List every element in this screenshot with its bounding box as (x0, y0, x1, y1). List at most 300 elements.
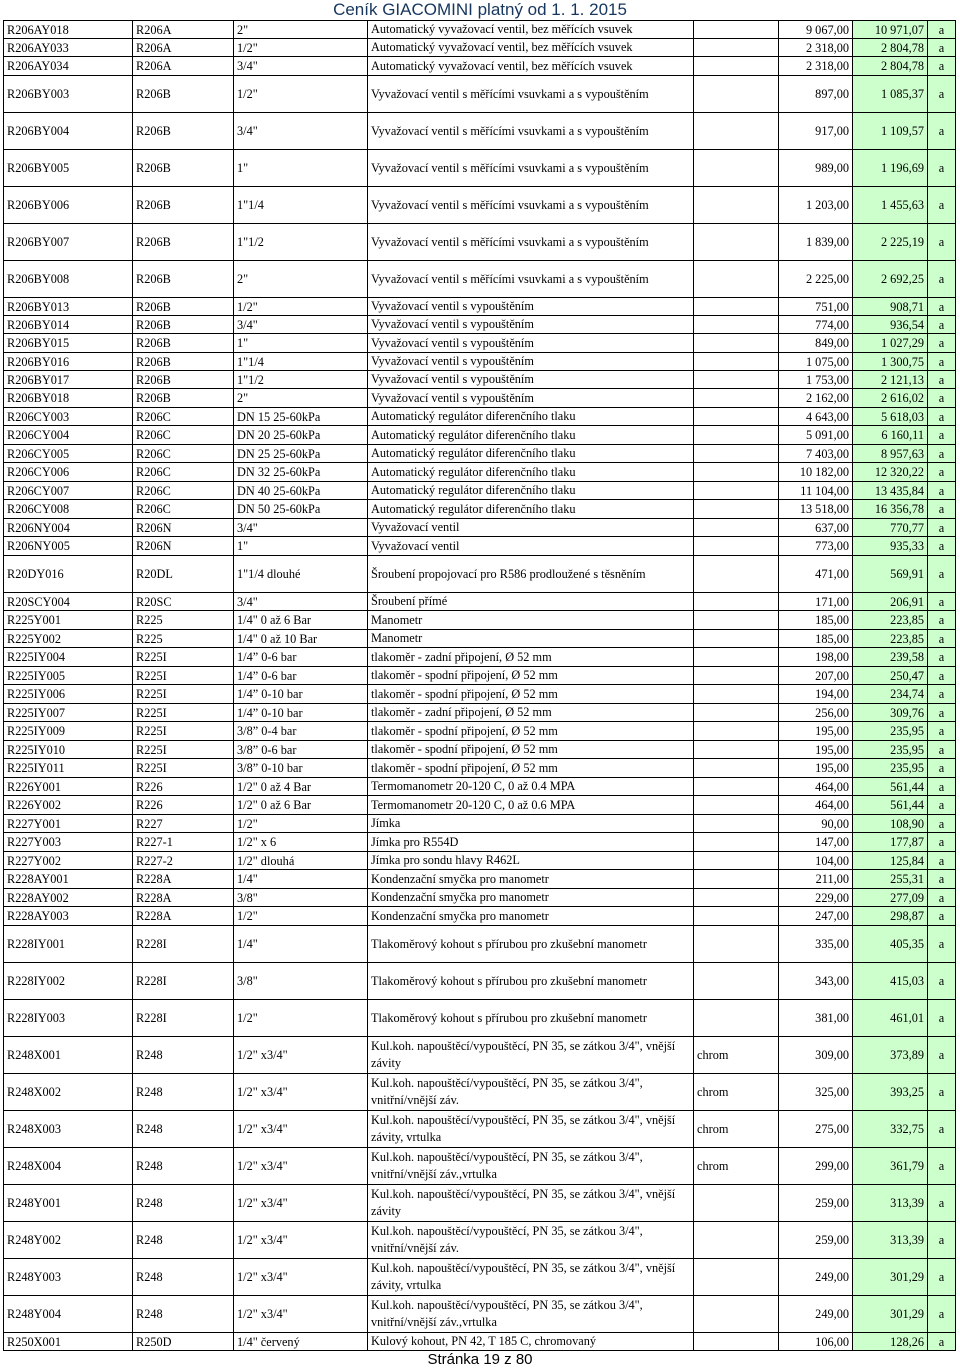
table-row (4, 39, 956, 57)
table-row (4, 556, 956, 593)
cell-code: R248Y002 (4, 1222, 133, 1259)
cell-product: R206B (133, 261, 234, 298)
cell-size: 1" (234, 537, 368, 556)
table-row (4, 1148, 956, 1185)
cell-price-vat: 223,85 (853, 611, 928, 630)
cell-description: Automatický vyvažovací ventil, bez měřících vsuvek (368, 21, 694, 39)
cell-size: 3/8” 0-10 bar (234, 759, 368, 778)
cell-size: 3/8" (234, 963, 368, 1000)
cell-size: 1/4” 0-6 bar (234, 648, 368, 667)
cell-product: R206A (133, 21, 234, 39)
cell-unit: a (928, 833, 956, 852)
cell-price-vat: 332,75 (853, 1111, 928, 1148)
cell-price-net: 335,00 (779, 926, 853, 963)
cell-price-vat: 277,09 (853, 889, 928, 907)
cell-description: Automatický regulátor diferenčního tlaku (368, 500, 694, 519)
cell-price-vat: 936,54 (853, 316, 928, 334)
cell-description: Jímka pro sondu hlavy R462L (368, 852, 694, 870)
cell-price-net: 249,00 (779, 1296, 853, 1333)
cell-price-net: 104,00 (779, 852, 853, 870)
table-row (4, 1259, 956, 1296)
cell-price-vat: 361,79 (853, 1148, 928, 1185)
cell-size: 2" (234, 261, 368, 298)
cell-price-net: 299,00 (779, 1148, 853, 1185)
cell-price-vat: 908,71 (853, 298, 928, 316)
cell-size: 1/2" x3/4" (234, 1074, 368, 1111)
cell-price-vat: 2 121,13 (853, 371, 928, 389)
table-row (4, 334, 956, 353)
cell-code: R206CY003 (4, 408, 133, 426)
price-table (3, 20, 956, 1351)
cell-code: R228IY001 (4, 926, 133, 963)
cell-finish (694, 261, 779, 298)
cell-size: DN 15 25-60kPa (234, 408, 368, 426)
cell-unit: a (928, 353, 956, 371)
cell-finish (694, 371, 779, 389)
cell-unit: a (928, 187, 956, 224)
cell-product: R225I (133, 722, 234, 741)
cell-product: R206C (133, 500, 234, 519)
cell-price-vat: 2 692,25 (853, 261, 928, 298)
cell-description: Kul.koh. napouštěcí/vypouštěcí, PN 35, se zátkou 3/4", vnitřní/vnější záv. (368, 1222, 694, 1259)
cell-size: 3/8” 0-4 bar (234, 722, 368, 741)
cell-price-vat: 12 320,22 (853, 463, 928, 482)
cell-price-vat: 177,87 (853, 833, 928, 852)
cell-price-vat: 108,90 (853, 815, 928, 833)
cell-unit: a (928, 963, 956, 1000)
table-row (4, 815, 956, 833)
cell-finish (694, 741, 779, 759)
cell-product: R225I (133, 741, 234, 759)
cell-unit: a (928, 1259, 956, 1296)
table-row (4, 833, 956, 852)
cell-unit: a (928, 1111, 956, 1148)
cell-product: R206C (133, 445, 234, 463)
cell-unit: a (928, 704, 956, 722)
cell-unit: a (928, 870, 956, 889)
cell-description: Vyvažovací ventil s vypouštěním (368, 353, 694, 371)
cell-price-net: 10 182,00 (779, 463, 853, 482)
cell-price-net: 897,00 (779, 76, 853, 113)
table-row (4, 870, 956, 889)
cell-unit: a (928, 685, 956, 704)
cell-price-vat: 13 435,84 (853, 482, 928, 500)
cell-product: R206N (133, 537, 234, 556)
table-row (4, 21, 956, 39)
page-footer: Stránka 19 z 80 (427, 1351, 533, 1368)
cell-price-vat: 393,25 (853, 1074, 928, 1111)
cell-unit: a (928, 1074, 956, 1111)
cell-size: 3/4" (234, 519, 368, 537)
cell-price-net: 247,00 (779, 907, 853, 926)
cell-price-net: 194,00 (779, 685, 853, 704)
cell-price-net: 185,00 (779, 611, 853, 630)
cell-unit: a (928, 57, 956, 76)
cell-finish (694, 1296, 779, 1333)
table-row (4, 963, 956, 1000)
cell-unit: a (928, 39, 956, 57)
cell-unit: a (928, 1000, 956, 1037)
cell-price-net: 195,00 (779, 741, 853, 759)
cell-description: Automatický regulátor diferenčního tlaku (368, 482, 694, 500)
cell-code: R228IY002 (4, 963, 133, 1000)
cell-unit: a (928, 796, 956, 815)
cell-description: Tlakoměrový kohout s přírubou pro zkušební manometr (368, 926, 694, 963)
cell-price-net: 2 225,00 (779, 261, 853, 298)
cell-description: Kondenzační smyčka pro manometr (368, 870, 694, 889)
table-row (4, 482, 956, 500)
cell-description: Automatický regulátor diferenčního tlaku (368, 426, 694, 445)
cell-finish (694, 500, 779, 519)
cell-size: 1/4” 0-6 bar (234, 667, 368, 685)
cell-description: Vyvažovací ventil s měřícími vsuvkami a s vypouštěním (368, 187, 694, 224)
cell-finish (694, 685, 779, 704)
cell-product: R206B (133, 389, 234, 408)
cell-code: R206AY018 (4, 21, 133, 39)
table-row (4, 519, 956, 537)
cell-description: Šroubení propojovací pro R586 prodloužené s těsněním (368, 556, 694, 593)
cell-price-net: 2 318,00 (779, 39, 853, 57)
cell-finish (694, 537, 779, 556)
cell-price-net: 256,00 (779, 704, 853, 722)
cell-finish (694, 1333, 779, 1351)
cell-product: R206N (133, 519, 234, 537)
table-row (4, 261, 956, 298)
cell-size: 1/4" červený (234, 1333, 368, 1351)
cell-size: 3/8” 0-6 bar (234, 741, 368, 759)
table-row (4, 353, 956, 371)
table-row (4, 1111, 956, 1148)
cell-description: tlakoměr - spodní připojení, Ø 52 mm (368, 667, 694, 685)
cell-description: tlakoměr - zadní připojení, Ø 52 mm (368, 648, 694, 667)
cell-price-net: 198,00 (779, 648, 853, 667)
cell-price-vat: 373,89 (853, 1037, 928, 1074)
cell-description: Kul.koh. napouštěcí/vypouštěcí, PN 35, se zátkou 3/4", vnitřní/vnější záv.,vrtulka (368, 1296, 694, 1333)
cell-price-vat: 301,29 (853, 1296, 928, 1333)
cell-size: 3/4" (234, 57, 368, 76)
cell-price-vat: 235,95 (853, 741, 928, 759)
cell-product: R228A (133, 907, 234, 926)
cell-description: tlakoměr - zadní připojení, Ø 52 mm (368, 704, 694, 722)
cell-size: 1/2" (234, 76, 368, 113)
cell-price-vat: 313,39 (853, 1185, 928, 1222)
cell-finish (694, 57, 779, 76)
cell-description: Kul.koh. napouštěcí/vypouštěcí, PN 35, se zátkou 3/4", vnitřní/vnější záv. (368, 1074, 694, 1111)
cell-product: R20DL (133, 556, 234, 593)
cell-finish (694, 334, 779, 353)
cell-description: Jímka (368, 815, 694, 833)
cell-size: 1"1/4 dlouhé (234, 556, 368, 593)
cell-size: 1/2" dlouhá (234, 852, 368, 870)
cell-finish (694, 1000, 779, 1037)
cell-product: R206B (133, 334, 234, 353)
cell-product: R225I (133, 759, 234, 778)
cell-code: R206CY007 (4, 482, 133, 500)
cell-unit: a (928, 224, 956, 261)
cell-price-net: 7 403,00 (779, 445, 853, 463)
cell-unit: a (928, 389, 956, 408)
cell-description: Vyvažovací ventil s vypouštěním (368, 389, 694, 408)
cell-unit: a (928, 463, 956, 482)
cell-unit: a (928, 759, 956, 778)
cell-size: 1"1/2 (234, 224, 368, 261)
cell-code: R206AY034 (4, 57, 133, 76)
cell-price-vat: 2 616,02 (853, 389, 928, 408)
cell-finish (694, 611, 779, 630)
cell-product: R225I (133, 685, 234, 704)
cell-size: 1/2" x3/4" (234, 1148, 368, 1185)
cell-price-vat: 255,31 (853, 870, 928, 889)
cell-finish (694, 482, 779, 500)
table-row (4, 685, 956, 704)
cell-price-vat: 301,29 (853, 1259, 928, 1296)
cell-size: 1/2" x 6 (234, 833, 368, 852)
cell-price-net: 90,00 (779, 815, 853, 833)
cell-unit: a (928, 482, 956, 500)
cell-code: R225Y002 (4, 630, 133, 648)
cell-unit: a (928, 426, 956, 445)
cell-price-vat: 1 455,63 (853, 187, 928, 224)
cell-price-net: 2 162,00 (779, 389, 853, 408)
cell-size: 2" (234, 21, 368, 39)
cell-finish (694, 519, 779, 537)
cell-product: R206A (133, 39, 234, 57)
cell-product: R226 (133, 778, 234, 796)
cell-description: Automatický regulátor diferenčního tlaku (368, 445, 694, 463)
cell-price-net: 249,00 (779, 1259, 853, 1296)
cell-size: 3/8" (234, 889, 368, 907)
cell-price-net: 989,00 (779, 150, 853, 187)
cell-unit: a (928, 1222, 956, 1259)
cell-price-net: 195,00 (779, 759, 853, 778)
cell-description: Termomanometr 20-120 C, 0 až 0.6 MPA (368, 796, 694, 815)
table-row (4, 1037, 956, 1074)
cell-code: R248X003 (4, 1111, 133, 1148)
cell-code: R226Y002 (4, 796, 133, 815)
cell-finish (694, 870, 779, 889)
table-row (4, 889, 956, 907)
table-row (4, 316, 956, 334)
cell-product: R20SC (133, 593, 234, 611)
cell-price-net: 106,00 (779, 1333, 853, 1351)
cell-size: 1"1/2 (234, 371, 368, 389)
cell-price-vat: 2 804,78 (853, 39, 928, 57)
cell-product: R227 (133, 815, 234, 833)
cell-code: R206BY016 (4, 353, 133, 371)
cell-size: 1/2" (234, 907, 368, 926)
cell-price-net: 4 643,00 (779, 408, 853, 426)
cell-unit: a (928, 21, 956, 39)
cell-unit: a (928, 537, 956, 556)
cell-unit: a (928, 593, 956, 611)
cell-code: R206BY017 (4, 371, 133, 389)
cell-price-net: 185,00 (779, 630, 853, 648)
cell-description: Vyvažovací ventil (368, 537, 694, 556)
cell-finish (694, 298, 779, 316)
cell-description: Vyvažovací ventil s měřícími vsuvkami a s vypouštěním (368, 261, 694, 298)
cell-code: R226Y001 (4, 778, 133, 796)
cell-code: R248X002 (4, 1074, 133, 1111)
cell-code: R227Y001 (4, 815, 133, 833)
cell-code: R206BY003 (4, 76, 133, 113)
cell-unit: a (928, 852, 956, 870)
cell-code: R227Y002 (4, 852, 133, 870)
cell-price-net: 5 091,00 (779, 426, 853, 445)
cell-size: 1/2" x3/4" (234, 1185, 368, 1222)
cell-code: R228AY002 (4, 889, 133, 907)
cell-finish (694, 907, 779, 926)
cell-size: 1/4" (234, 926, 368, 963)
cell-product: R206C (133, 408, 234, 426)
cell-size: 1/2" 0 až 4 Bar (234, 778, 368, 796)
cell-code: R225IY005 (4, 667, 133, 685)
cell-finish (694, 815, 779, 833)
cell-finish (694, 316, 779, 334)
cell-description: Vyvažovací ventil s vypouštěním (368, 334, 694, 353)
cell-unit: a (928, 76, 956, 113)
cell-description: Vyvažovací ventil s měřícími vsuvkami a s vypouštěním (368, 113, 694, 150)
cell-unit: a (928, 926, 956, 963)
cell-size: 1" (234, 334, 368, 353)
cell-size: DN 25 25-60kPa (234, 445, 368, 463)
cell-price-net: 147,00 (779, 833, 853, 852)
cell-size: 1/2" x3/4" (234, 1222, 368, 1259)
cell-product: R225I (133, 648, 234, 667)
cell-description: tlakoměr - spodní připojení, Ø 52 mm (368, 759, 694, 778)
cell-product: R225I (133, 667, 234, 685)
table-row (4, 796, 956, 815)
cell-unit: a (928, 778, 956, 796)
cell-product: R228I (133, 926, 234, 963)
cell-size: 1/2" (234, 298, 368, 316)
cell-finish (694, 353, 779, 371)
cell-unit: a (928, 334, 956, 353)
cell-price-vat: 5 618,03 (853, 408, 928, 426)
cell-price-vat: 16 356,78 (853, 500, 928, 519)
cell-product: R206C (133, 426, 234, 445)
cell-description: Vyvažovací ventil s vypouštěním (368, 298, 694, 316)
cell-size: DN 50 25-60kPa (234, 500, 368, 519)
cell-description: Kul.koh. napouštěcí/vypouštěcí, PN 35, se zátkou 3/4", vnější závity (368, 1037, 694, 1074)
cell-price-net: 259,00 (779, 1222, 853, 1259)
cell-unit: a (928, 1037, 956, 1074)
cell-unit: a (928, 907, 956, 926)
cell-price-vat: 128,26 (853, 1333, 928, 1351)
cell-code: R227Y003 (4, 833, 133, 852)
cell-product: R206C (133, 482, 234, 500)
cell-finish (694, 593, 779, 611)
cell-product: R227-2 (133, 852, 234, 870)
cell-finish: chrom (694, 1037, 779, 1074)
cell-description: Manometr (368, 611, 694, 630)
cell-code: R20DY016 (4, 556, 133, 593)
cell-unit: a (928, 113, 956, 150)
cell-product: R227-1 (133, 833, 234, 852)
cell-price-vat: 770,77 (853, 519, 928, 537)
cell-price-vat: 561,44 (853, 778, 928, 796)
cell-product: R226 (133, 796, 234, 815)
price-table-body (4, 21, 956, 1351)
cell-price-vat: 8 957,63 (853, 445, 928, 463)
cell-finish (694, 630, 779, 648)
cell-finish (694, 648, 779, 667)
cell-size: 1/2" (234, 1000, 368, 1037)
cell-size: 1/2" x3/4" (234, 1037, 368, 1074)
cell-product: R228I (133, 1000, 234, 1037)
cell-price-net: 464,00 (779, 778, 853, 796)
table-row (4, 57, 956, 76)
cell-finish (694, 556, 779, 593)
cell-code: R206BY006 (4, 187, 133, 224)
cell-finish (694, 759, 779, 778)
table-row (4, 667, 956, 685)
cell-price-net: 195,00 (779, 722, 853, 741)
cell-size: 1/4" (234, 870, 368, 889)
cell-finish (694, 778, 779, 796)
cell-finish: chrom (694, 1111, 779, 1148)
cell-size: 1/2" x3/4" (234, 1111, 368, 1148)
table-row (4, 630, 956, 648)
cell-description: tlakoměr - spodní připojení, Ø 52 mm (368, 685, 694, 704)
cell-price-vat: 415,03 (853, 963, 928, 1000)
cell-product: R248 (133, 1148, 234, 1185)
cell-product: R228A (133, 870, 234, 889)
cell-description: Kul.koh. napouštěcí/vypouštěcí, PN 35, se zátkou 3/4", vnější závity, vrtulka (368, 1259, 694, 1296)
cell-description: Manometr (368, 630, 694, 648)
cell-description: Kondenzační smyčka pro manometr (368, 907, 694, 926)
cell-product: R248 (133, 1074, 234, 1111)
cell-code: R225IY006 (4, 685, 133, 704)
cell-unit: a (928, 648, 956, 667)
cell-code: R225IY011 (4, 759, 133, 778)
cell-finish (694, 704, 779, 722)
cell-code: R206BY014 (4, 316, 133, 334)
cell-product: R248 (133, 1296, 234, 1333)
cell-price-net: 751,00 (779, 298, 853, 316)
cell-price-net: 211,00 (779, 870, 853, 889)
cell-code: R206BY005 (4, 150, 133, 187)
cell-price-vat: 239,58 (853, 648, 928, 667)
cell-code: R228AY003 (4, 907, 133, 926)
cell-description: Kulový kohout, PN 42, T 185 C, chromovaný (368, 1333, 694, 1351)
cell-unit: a (928, 1296, 956, 1333)
cell-finish (694, 76, 779, 113)
cell-code: R225IY009 (4, 722, 133, 741)
cell-description: Automatický regulátor diferenčního tlaku (368, 408, 694, 426)
cell-price-net: 259,00 (779, 1185, 853, 1222)
cell-product: R206C (133, 463, 234, 482)
cell-code: R206BY004 (4, 113, 133, 150)
table-row (4, 150, 956, 187)
cell-unit: a (928, 1148, 956, 1185)
table-row (4, 1296, 956, 1333)
cell-code: R248X001 (4, 1037, 133, 1074)
cell-description: Kondenzační smyčka pro manometr (368, 889, 694, 907)
cell-unit: a (928, 667, 956, 685)
cell-price-vat: 461,01 (853, 1000, 928, 1037)
cell-finish (694, 408, 779, 426)
cell-description: Vyvažovací ventil (368, 519, 694, 537)
table-row (4, 611, 956, 630)
table-row (4, 759, 956, 778)
cell-code: R206BY013 (4, 298, 133, 316)
cell-finish (694, 963, 779, 1000)
cell-code: R248Y004 (4, 1296, 133, 1333)
cell-finish (694, 1185, 779, 1222)
table-row (4, 371, 956, 389)
table-row (4, 1333, 956, 1351)
cell-code: R206BY008 (4, 261, 133, 298)
